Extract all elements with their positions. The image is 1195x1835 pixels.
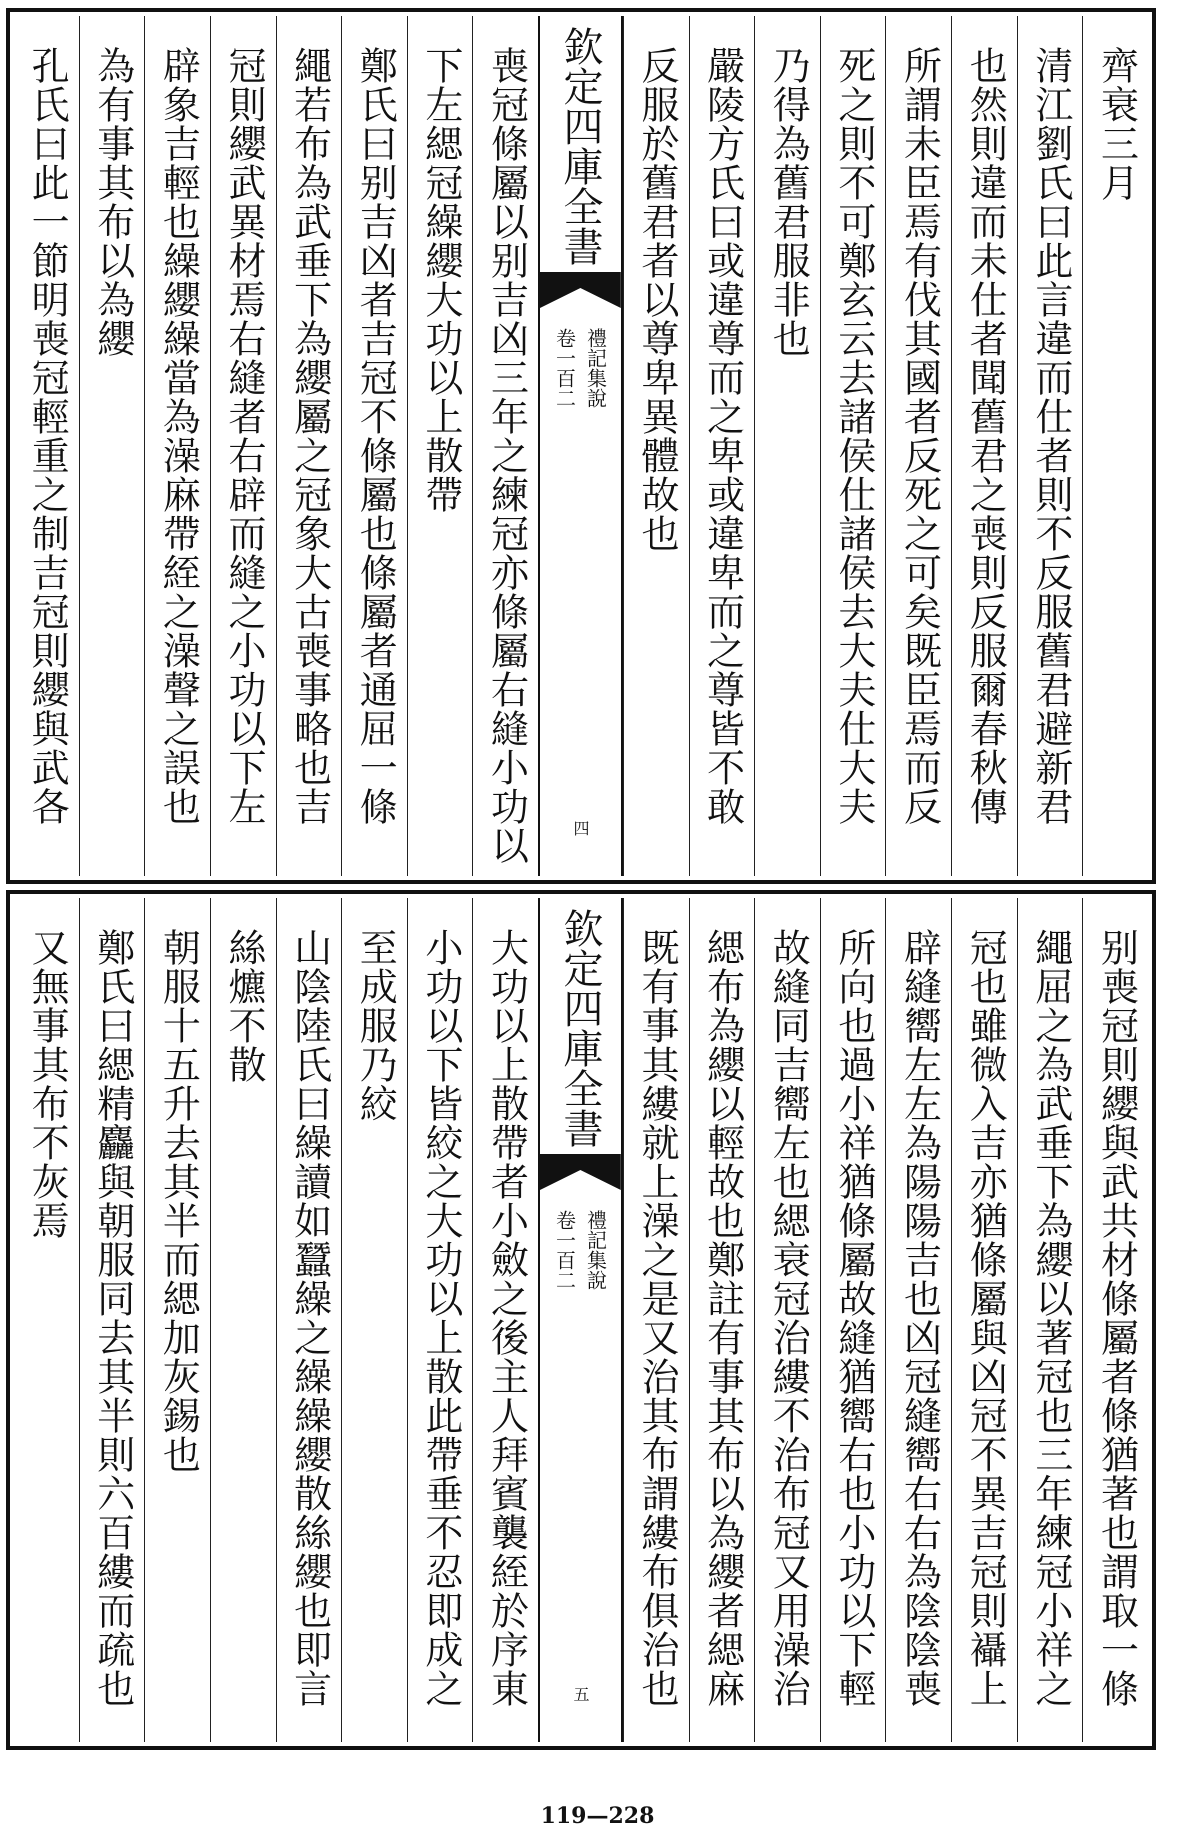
text-column — [820, 16, 886, 876]
top-text-columns — [14, 16, 1148, 876]
text-column — [754, 16, 820, 876]
column-text: 喪冠條屬以别吉凶三年之練冠亦條屬右縫小功以 — [484, 46, 529, 865]
text-column — [210, 16, 276, 876]
column-text: 也然則違而未仕者聞舊君之喪則反服爾春秋傳 — [963, 46, 1008, 826]
text-column — [472, 16, 538, 876]
column-text: 辟象吉輕也繰纓繰當為澡麻帶絰之澡聲之誤也 — [156, 46, 201, 826]
text-column — [689, 16, 755, 876]
text-column — [79, 16, 145, 876]
text-column — [951, 898, 1017, 1742]
collection-title: 欽定四庫全書 — [556, 26, 603, 266]
text-column — [1017, 898, 1083, 1742]
column-text: 繩若布為武垂下為纓屬之冠象大古喪事略也吉 — [287, 46, 332, 826]
center-fold-column — [538, 16, 623, 876]
text-column — [407, 898, 473, 1742]
text-column — [820, 898, 886, 1742]
column-text: 鄭氏曰别吉凶者吉冠不條屬也條屬者通屈一條 — [353, 46, 398, 826]
column-text: 所謂未臣焉有伐其國者反死之可矣既臣焉而反 — [897, 46, 942, 826]
column-text: 辟縫嚮左左為陽陽吉也凶冠縫嚮右右為陰陰喪 — [897, 928, 942, 1708]
volume-number: 卷一百二 — [552, 328, 577, 408]
collection-title: 欽定四庫全書 — [556, 908, 603, 1148]
column-text: 朝服十五升去其半而緦加灰錫也 — [156, 928, 201, 1474]
column-text: 故縫同吉嚮左也緦衰冠治縷不治布冠又用澡治 — [766, 928, 811, 1708]
column-text: 反服於舊君者以尊卑異體故也 — [634, 46, 679, 553]
text-column — [885, 898, 951, 1742]
text-column — [341, 16, 407, 876]
column-text: 别喪冠則纓與武共材條屬者條猶著也謂取一條 — [1094, 928, 1139, 1708]
text-column — [341, 898, 407, 1742]
column-text: 絲爊不散 — [221, 928, 266, 1084]
text-column — [689, 898, 755, 1742]
text-column — [1082, 16, 1148, 876]
column-text: 所向也過小祥猶條屬故縫猶嚮右也小功以下輕 — [831, 928, 876, 1708]
book-name: 禮記集說 — [583, 1210, 608, 1290]
column-text: 死之則不可鄭玄云去諸侯仕諸侯去大夫仕大夫 — [831, 46, 876, 826]
text-column — [79, 898, 145, 1742]
text-column — [1017, 16, 1083, 876]
book-info — [550, 328, 610, 408]
bottom-text-columns — [14, 898, 1148, 1742]
column-text: 乃得為舊君服非也 — [766, 46, 811, 358]
text-column — [407, 16, 473, 876]
text-column — [144, 898, 210, 1742]
text-column — [276, 898, 342, 1742]
column-text: 繩屈之為武垂下為纓以著冠也三年練冠小祥之 — [1028, 928, 1073, 1708]
top-page-panel — [6, 8, 1156, 884]
text-column — [951, 16, 1017, 876]
leaf-number: 五 — [570, 1686, 590, 1702]
text-column — [472, 898, 538, 1742]
column-text: 鄭氏曰緦精麤與朝服同去其半則六百縷而疏也 — [90, 928, 135, 1708]
text-column — [754, 898, 820, 1742]
column-text: 山陰陸氏曰繰讀如蠶繰之繰繰纓散絲纓也即言 — [287, 928, 332, 1708]
text-column — [210, 898, 276, 1742]
column-text: 既有事其縷就上澡之是又治其布謂縷布俱治也 — [634, 928, 679, 1708]
text-column — [1082, 898, 1148, 1742]
column-text: 下左緦冠繰纓大功以上散帶 — [418, 46, 463, 514]
page-number: 119—228 — [540, 1803, 655, 1829]
column-text: 齊衰三月 — [1094, 46, 1139, 202]
column-text: 冠則纓武異材焉右縫者右辟而縫之小功以下左 — [221, 46, 266, 826]
column-text: 緦布為纓以輕故也鄭註有事其布以為纓者緦麻 — [700, 928, 745, 1708]
column-text: 為有事其布以為纓 — [90, 46, 135, 358]
leaf-number: 四 — [570, 820, 590, 836]
text-column — [276, 16, 342, 876]
column-text: 大功以上散帶者小斂之後主人拜賓襲絰於序東 — [484, 928, 529, 1708]
text-column — [885, 16, 951, 876]
fish-tail-mark-icon — [540, 272, 621, 308]
text-column — [623, 898, 689, 1742]
column-text: 清江劉氏曰此言違而仕者則不反服舊君避新君 — [1028, 46, 1073, 826]
text-column — [14, 16, 79, 876]
text-column — [14, 898, 79, 1742]
column-text: 至成服乃絞 — [353, 928, 398, 1123]
column-text: 嚴陵方氏曰或違尊而之卑或違卑而之尊皆不敢 — [700, 46, 745, 826]
book-info — [550, 1210, 610, 1290]
text-column — [144, 16, 210, 876]
bottom-page-panel — [6, 890, 1156, 1750]
column-text: 又無事其布不灰焉 — [25, 928, 70, 1240]
column-text: 冠也雖微入吉亦猶條屬與凶冠不異吉冠則襵上 — [963, 928, 1008, 1708]
volume-number: 卷一百二 — [552, 1210, 577, 1290]
column-text: 孔氏曰此一節明喪冠輕重之制吉冠則纓與武各 — [25, 46, 70, 826]
fish-tail-mark-icon — [540, 1154, 621, 1190]
column-text: 小功以下皆絞之大功以上散此帶垂不忍即成之 — [418, 928, 463, 1708]
book-name: 禮記集說 — [583, 328, 608, 408]
center-fold-column — [538, 898, 623, 1742]
text-column — [623, 16, 689, 876]
